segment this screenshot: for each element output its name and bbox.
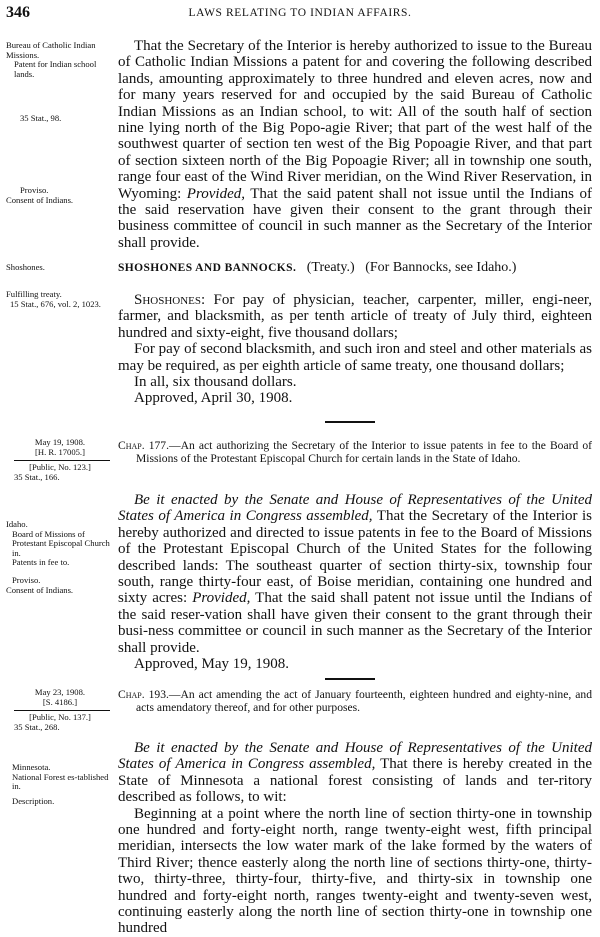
shoshones-body: [118, 292, 592, 407]
section1-provided: Provided,: [186, 185, 245, 202]
shoshones-para2: For pay of second blacksmith, and such iron and steel and other materials as may be required, as per eighth article of same treaty, one thousand dollars;: [118, 341, 592, 374]
side-note-fulfilling-label: Fulfilling treaty.: [6, 289, 62, 299]
chap193-date: May 23, 1908.: [34, 687, 86, 697]
side-note-consent: Consent of Indians.: [6, 194, 74, 205]
chap177-text-end: That the said shall patent not issue until the Indians of the said reser-vation shall have given their consent to the grant through their busi-ness committee or council in such manner as the Secretary of the Interior shall provide.: [118, 590, 593, 656]
chap177-body: [118, 492, 592, 672]
chap193-side-notes: [6, 763, 114, 792]
section1-body: [118, 38, 592, 251]
shoshones-label: Shoshones:: [134, 292, 206, 308]
chap193-ref: [6, 688, 114, 707]
chap193-body: [118, 740, 592, 937]
shoshones-total: In all, six thousand dollars.: [134, 374, 297, 391]
section-divider-2: [325, 678, 375, 680]
chap177-stat: 35 Stat., 166.: [14, 471, 60, 482]
page-number: 346: [6, 4, 30, 21]
chap177-date: May 19, 1908.: [34, 437, 86, 447]
shoshones-heading-line: [118, 260, 592, 276]
chap177-enact: Be it enacted by the Senate and House of Representatives of the United States of America in Congress assembled,: [118, 492, 592, 525]
chap177-ref: [6, 438, 114, 457]
running-head: LAWS RELATING TO INDIAN AFFAIRS.: [188, 7, 412, 19]
chap193-bill: [S. 4186.]: [42, 696, 78, 707]
chap177-title-text: —An act authorizing the Secretary of the Interior to issue patents in fee to the Board of Missions of the Protestant Episcopal Church for certain lands in the State of Idaho.: [136, 439, 592, 465]
chap193-description: Beginning at a point where the north line of section thirty-one in township one hundred and forty-eight north, range twenty-eight west, fifth principal meridian, intersects the low water mark of the lake formed by the waters of Third River; thence easterly along the north line of sections thirty-one, thirty-two, thirty-three, thirty-four, thirty-five, and thirty-six in township one hundred and forty-eight north, ranges twenty-eight and twenty-seven west, continuing easterly along the north line of section thirty-one in township one hundred: [118, 805, 592, 937]
section-divider: [325, 421, 375, 423]
shoshones-treaty: (Treaty.): [306, 260, 355, 275]
shoshones-heading: SHOSHONES AND BANNOCKS.: [118, 262, 297, 274]
side-note-patents: Patents in fee to.: [12, 557, 70, 567]
side-note-patent: Patent for Indian school lands.: [14, 59, 97, 79]
side-note-fulfilling: [6, 290, 114, 309]
chap177-title: [118, 440, 592, 465]
chap193-public: [Public, No. 137.]: [29, 712, 91, 722]
side-note-citation: 35 Stat., 98.: [20, 113, 62, 123]
shoshones-approved: Approved, April 30, 1908.: [134, 390, 293, 407]
chap177-side-proviso: [6, 576, 114, 595]
chap193-title: [118, 689, 592, 714]
chap193-label: Chap. 193.: [118, 688, 169, 701]
chap177-label: Chap. 177.: [118, 439, 169, 452]
chap193-ref-public: [6, 713, 114, 732]
shoshones-para1: For pay of physician, teacher, carpenter, miller, engi-neer, farmer, and blacksmith, as per tenth article of treaty of July third, eighteen hundred and sixty-eight, five thousand dollars;: [118, 292, 592, 341]
side-note-bureau: Bureau of Catholic Indian Missions.: [6, 40, 96, 60]
side-note-forest: National Forest es-tablished in.: [12, 771, 109, 791]
side-note-shoshones: Shoshones.: [6, 262, 45, 272]
chap193-enact: Be it enacted by the Senate and House of Representatives of the United States of America in Congress assembled,: [118, 740, 592, 773]
section1-text: That the Secretary of the Interior is hereby authorized to issue to the Bureau of Catholic Indian Missions a patent for and covering the following described lands, amounting approximately to three hundred and eleven acres, now and for many years reserved for and occupied by the said Bureau of Catholic Indian Missions as an Indian school, to wit: All of the south half of section nine lying north of the Big Popo-agie River; that part of the west half of the southwest quarter of section ten west of the Big Popoagie River, and that part of section sixteen north of the Big Popoagie River; all in township one south, range four east of the Wind River meridian, on the Wind River Reservation, in Wyoming:: [118, 38, 592, 202]
chap177-ref-public: [6, 463, 114, 482]
side-note-consent2: Consent of Indians.: [6, 584, 74, 595]
section1-text-end: That the said patent shall not issue until the Indians of the said reservation have given their consent to the grant through their business committee of council in such manner as the Secretary of the Interior shall provide.: [118, 185, 593, 251]
side-note-board: Board of Missions of Protestant Episcopal Church in.: [12, 528, 110, 558]
shoshones-bannocks-ref: (For Bannocks, see Idaho.): [365, 260, 517, 275]
chap177-ref-rule: [14, 460, 110, 461]
chap193-title-text: —An act amending the act of January fourteenth, eighteen hundred and eighty-nine, and acts amendatory thereof, and for other purposes.: [136, 688, 592, 714]
chap177-approved: Approved, May 19, 1908.: [134, 656, 289, 673]
chap177-public: [Public, No. 123.]: [29, 462, 91, 472]
side-note-idaho: Idaho.: [6, 519, 28, 529]
side-note-proviso: [6, 186, 114, 205]
chap177-bill: [H. R. 17005.]: [35, 446, 85, 457]
side-note-fulfilling-citation: 15 Stat., 676, vol. 2, 1023.: [10, 298, 101, 309]
chap193-text: That there is hereby created in the State of Minnesota a national forest consisting of lands and ter-ritory described as follows, to wit:: [118, 756, 592, 806]
side-note-description: Description.: [12, 796, 55, 806]
chap193-ref-rule: [14, 710, 110, 711]
page-header: [0, 4, 600, 24]
chap193-stat: 35 Stat., 268.: [14, 721, 60, 732]
side-note-topic: [6, 41, 114, 79]
side-note-minnesota: Minnesota.: [12, 762, 51, 772]
side-note-proviso2: Proviso.: [12, 575, 41, 585]
chap177-text: That the Secretary of the Interior is hereby authorized and directed to issue patents in fee to the Board of Missions of the Protestant Episcopal Church of the United States for the following described lands: The southeast quarter of section thirty-six, township four south, range thirty-four east, of Boise meridian, containing one hundred and sixty acres:: [118, 508, 592, 607]
side-note-proviso-label: Proviso.: [20, 185, 49, 195]
chap177-provided: Provided,: [192, 590, 251, 607]
chap177-side-notes: [6, 520, 114, 568]
